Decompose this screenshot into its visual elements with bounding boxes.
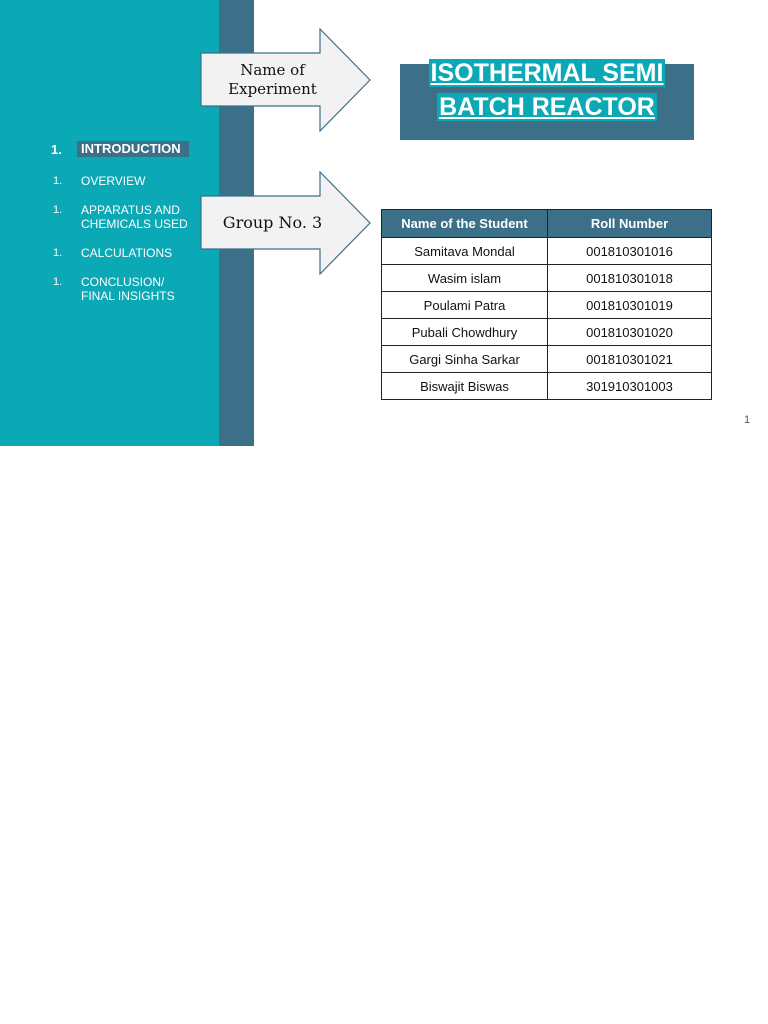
roll-number-cell: 001810301019 [548,292,712,319]
student-name-cell: Pubali Chowdhury [382,319,548,346]
table-row [382,238,712,265]
roll-number-cell: 001810301016 [548,238,712,265]
agenda-item-number: 1. [53,175,63,187]
student-table [381,209,712,400]
student-name-cell: Gargi Sinha Sarkar [382,346,548,373]
column-header-roll: Roll Number [548,210,712,238]
agenda-list [0,0,219,446]
agenda-item-number: 1. [53,247,63,259]
roll-number-cell: 001810301018 [548,265,712,292]
student-name-cell: Samitava Mondal [382,238,548,265]
group-arrow-label: Group No. 3 [222,213,323,232]
student-name-cell: Wasim islam [382,265,548,292]
table-row [382,373,712,400]
agenda-item-number: 1. [53,276,63,288]
experiment-title-box [400,59,694,140]
table-row [382,292,712,319]
experiment-arrow-line1: Name of [240,61,305,79]
column-header-name: Name of the Student [382,210,548,238]
agenda-item-number: 1. [51,142,62,157]
student-name-cell: Biswajit Biswas [382,373,548,400]
agenda-item-label: APPARATUS AND CHEMICALS USED [81,203,188,231]
agenda-item-label: OVERVIEW [81,174,146,188]
table-row [382,346,712,373]
table-row [382,265,712,292]
slide [0,0,768,446]
experiment-arrow-line2: Experiment [228,80,317,98]
roll-number-cell: 301910301003 [548,373,712,400]
roll-number-cell: 001810301021 [548,346,712,373]
student-name-cell: Poulami Patra [382,292,548,319]
experiment-arrow-label [200,61,345,99]
agenda-item-number: 1. [53,204,63,216]
agenda-item-label: INTRODUCTION [77,141,189,157]
experiment-arrow [200,28,372,132]
title-line-2 [400,92,694,123]
table-header-row [382,210,712,238]
roll-number-cell: 001810301020 [548,319,712,346]
group-arrow [200,171,372,275]
title-line-1 [400,58,694,89]
agenda-item-label: CALCULATIONS [81,246,173,260]
agenda-item-label: CONCLUSION/ FINAL INSIGHTS [81,275,175,303]
page-number: 1 [744,414,751,426]
table-row [382,319,712,346]
title-text-1: ISOTHERMAL SEMI [430,59,664,87]
title-text-2: BATCH REACTOR [439,93,655,121]
